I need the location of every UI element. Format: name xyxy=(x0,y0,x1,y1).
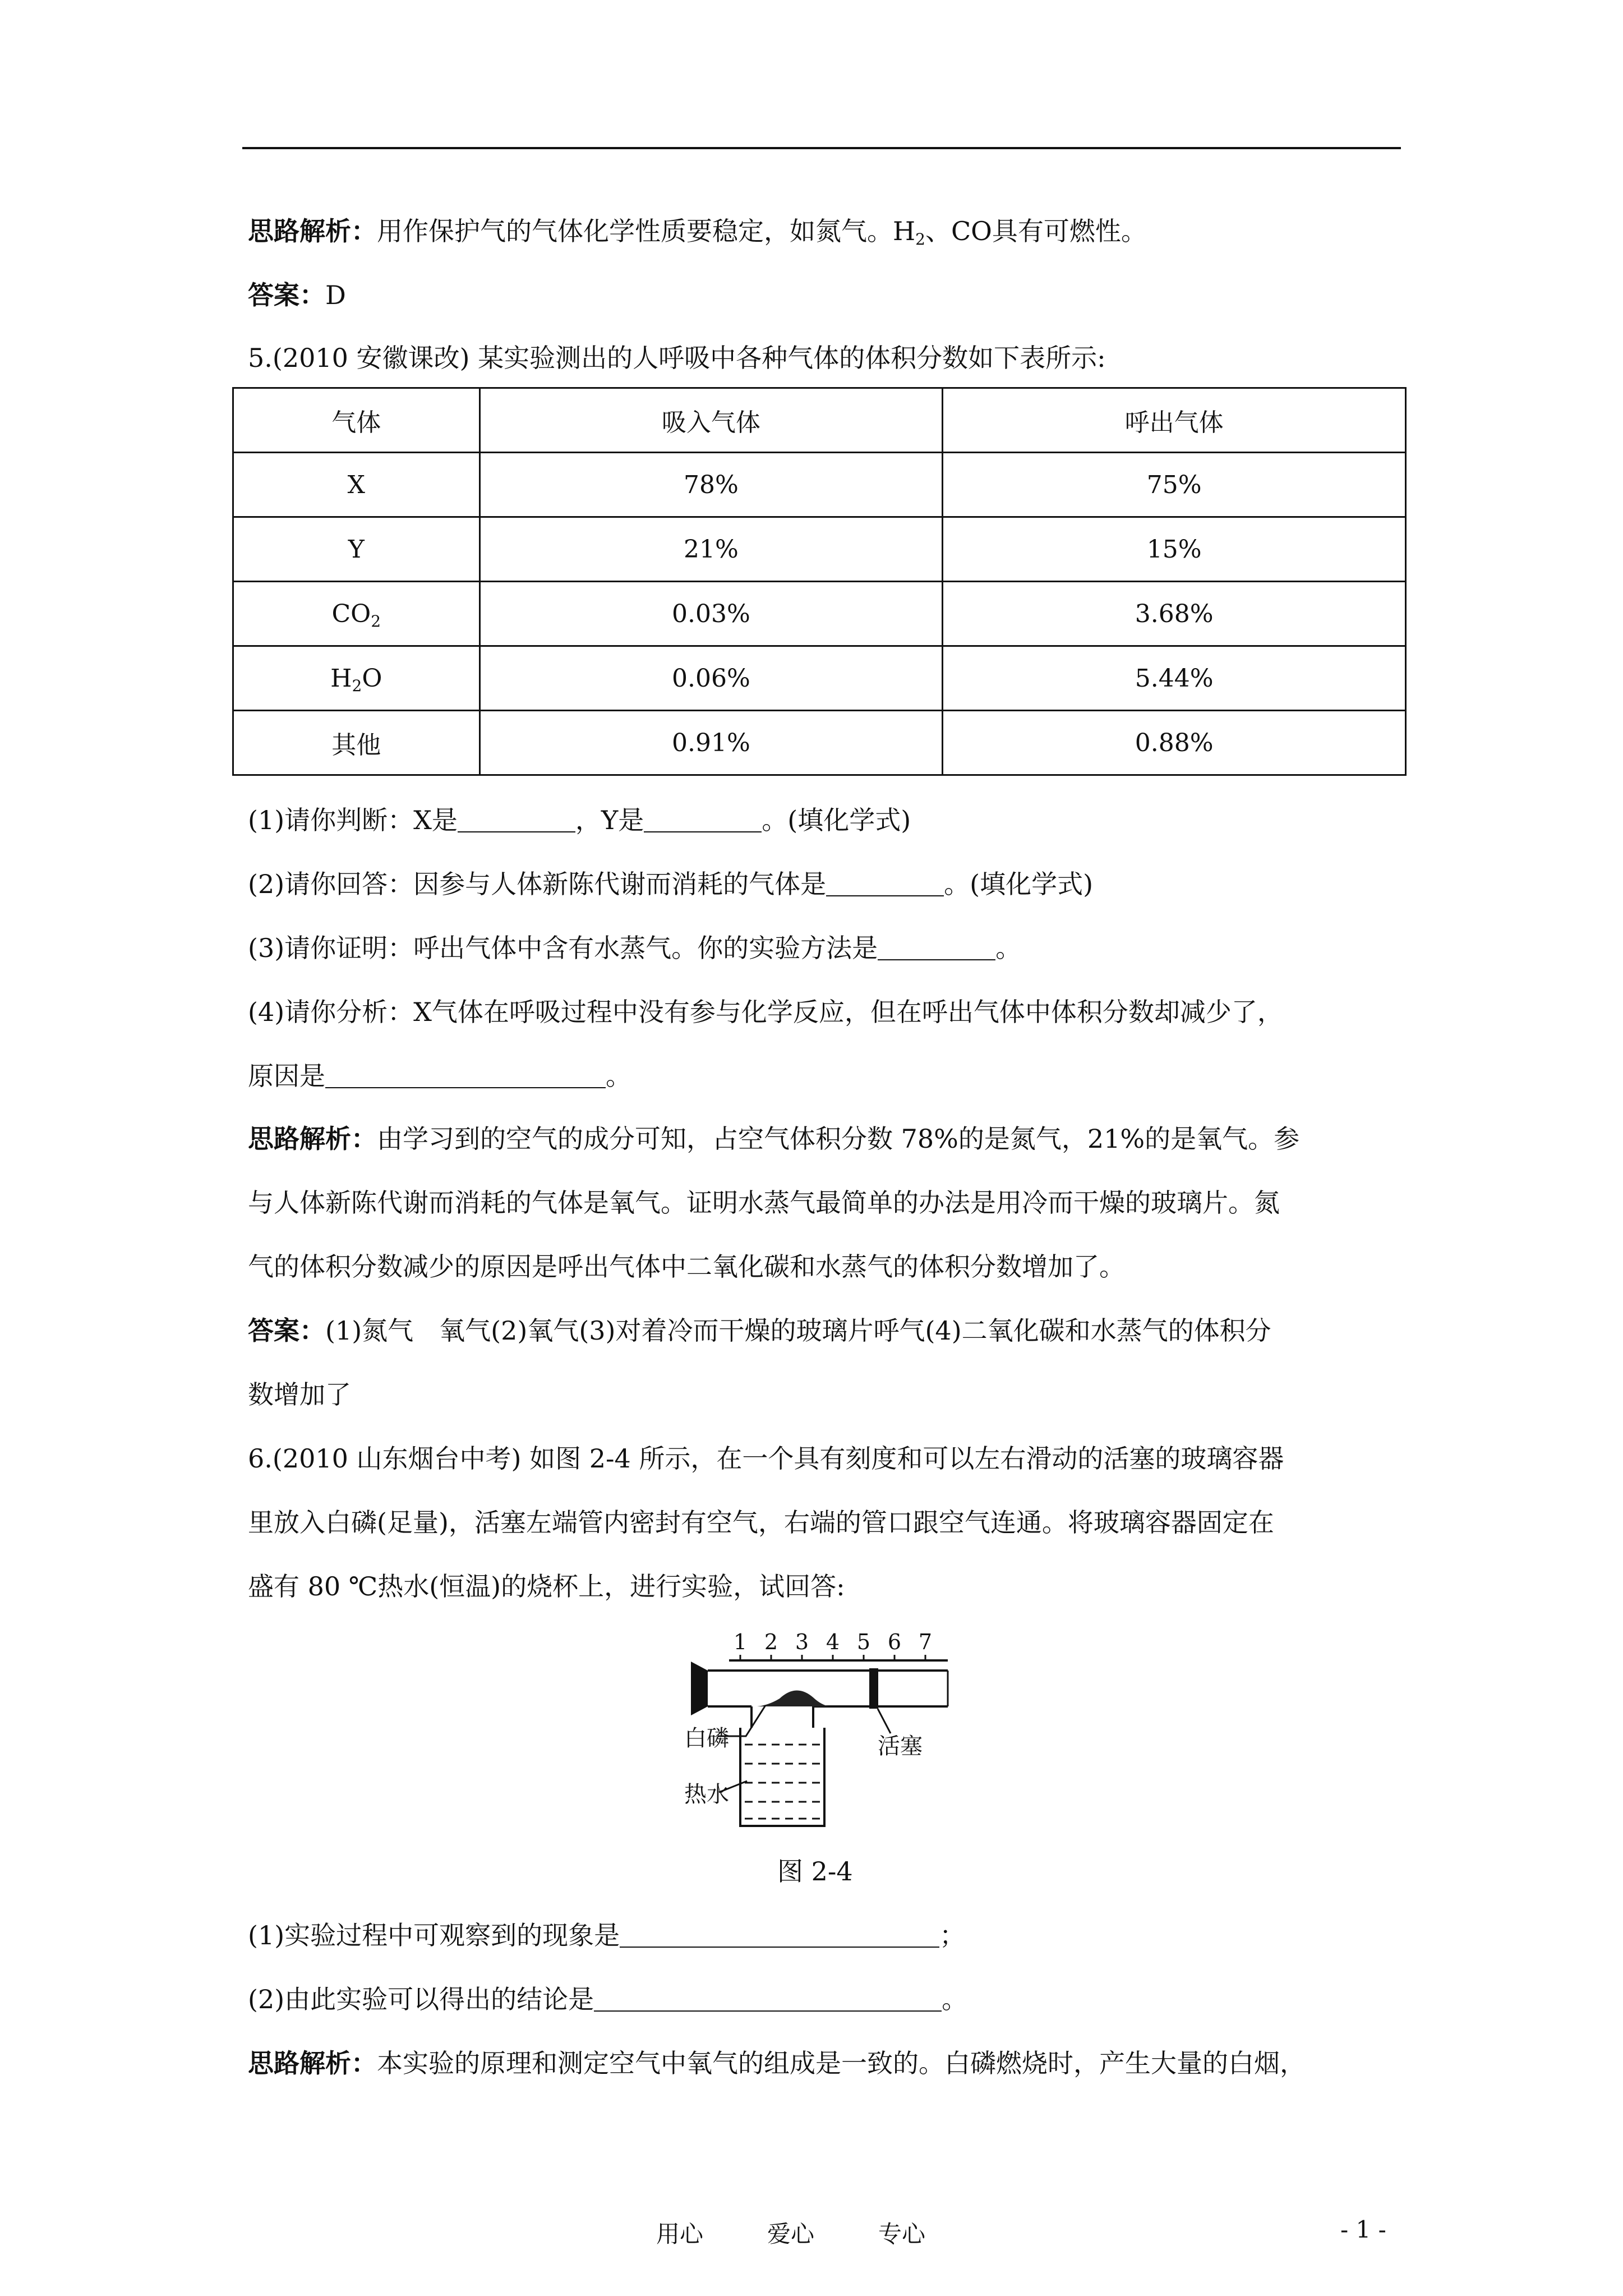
scale-label: 7 xyxy=(918,1630,933,1654)
table-row xyxy=(233,646,1406,711)
q6-sub2: (2)由此实验可以得出的结论是 。 xyxy=(248,1984,968,2014)
table-cell: 75% xyxy=(943,453,1406,517)
answer-blank[interactable] xyxy=(594,1988,942,2012)
answer-label: 答案： xyxy=(248,1315,325,1346)
page-number: - 1 - xyxy=(1340,2216,1386,2243)
table-header: 呼出气体 xyxy=(943,388,1406,453)
q5-answer-line2: 数增加了 xyxy=(248,1379,351,1410)
footer-motto-1: 用心 xyxy=(656,2220,704,2248)
q5-analysis-line3: 气的体积分数减少的原因是呼出气体中二氧化碳和水蒸气的体积分数增加了。 xyxy=(248,1251,1125,1282)
header-rule xyxy=(242,147,1401,149)
beaker xyxy=(740,1728,824,1826)
q6-stem-line3: 盛有 80 ℃热水(恒温)的烧杯上，进行实验，试回答: xyxy=(248,1571,845,1602)
table-cell: 21% xyxy=(479,517,943,582)
answer-blank[interactable] xyxy=(325,1065,606,1088)
white-phosphorus xyxy=(757,1690,830,1706)
scale-label: 1 xyxy=(733,1630,748,1654)
table-row xyxy=(233,517,1406,582)
hot-water-lines xyxy=(745,1745,821,1819)
footer-motto-2: 爱心 xyxy=(767,2220,815,2248)
apparatus-figure xyxy=(684,1621,965,1834)
analysis-label: 思路解析： xyxy=(248,1124,377,1154)
answer-blank[interactable] xyxy=(458,809,575,832)
q5-analysis-line2: 与人体新陈代谢而消耗的气体是氧气。证明水蒸气最简单的办法是用冷而干燥的玻璃片。氮 xyxy=(248,1188,1280,1218)
q6-stem-line1: 6.(2010 山东烟台中考) 如图 2-4 所示，在一个具有刻度和可以左右滑动的活塞的玻璃容器 xyxy=(248,1443,1284,1474)
table-row xyxy=(233,711,1406,775)
q5-sub4-line2: 原因是 。 xyxy=(248,1061,631,1091)
label-hot-water: 热水 xyxy=(684,1782,729,1807)
rubber-stopper xyxy=(691,1662,708,1715)
analysis-label: 思路解析： xyxy=(248,2048,377,2078)
table-cell: $H_2O$ xyxy=(233,646,480,711)
q5-analysis-line1: 思路解析：由学习到的空气的成分可知，占空气体积分数 78%的是氮气，21%的是氧气。参 xyxy=(248,1124,1300,1154)
answer-label: 答案： xyxy=(248,280,325,310)
prev-answer: 答案：D xyxy=(248,280,346,310)
gas-volume-table xyxy=(232,387,1407,776)
table-row xyxy=(233,453,1406,517)
table-header-row xyxy=(233,388,1406,453)
table-cell: 其他 xyxy=(233,711,480,775)
q5-stem: 5.(2010 安徽课改) 某实验测出的人呼吸中各种气体的体积分数如下表所示: xyxy=(248,343,1106,373)
q5-sub3: (3)请你证明：呼出气体中含有水蒸气。你的实验方法是 。 xyxy=(248,933,1022,963)
q6-stem-line2: 里放入白磷(足量)，活塞左端管内密封有空气，右端的管口跟空气连通。将玻璃容器固定在 xyxy=(248,1507,1274,1538)
q5-sub2: (2)请你回答：因参与人体新陈代谢而消耗的气体是 。(填化学式) xyxy=(248,869,1094,899)
answer-blank[interactable] xyxy=(826,873,944,896)
scale-label: 6 xyxy=(887,1630,902,1654)
table-cell: 15% xyxy=(943,517,1406,582)
table-cell: 0.88% xyxy=(943,711,1406,775)
scale-label: 5 xyxy=(856,1630,871,1654)
table-cell: $CO_2$ xyxy=(233,582,480,646)
q6-analysis-line1: 思路解析：本实验的原理和测定空气中氧气的组成是一致的。白磷燃烧时，产生大量的白烟， xyxy=(248,2048,1306,2078)
q5-sub1: (1)请你判断：X是 ，Y是 。(填化学式) xyxy=(248,805,911,835)
label-white-phosphorus: 白磷 xyxy=(684,1726,729,1751)
table-header: 气体 xyxy=(233,388,480,453)
q5-sub4-line1: (4)请你分析：X气体在呼吸过程中没有参与化学反应，但在呼出气体中体积分数却减少了， xyxy=(248,997,1283,1027)
q5-answer-line1: 答案：(1)氮气 氧气(2)氧气(3)对着冷而干燥的玻璃片呼气(4)二氧化碳和水蒸气的体积分 xyxy=(248,1315,1271,1346)
piston xyxy=(869,1668,878,1709)
figure-caption: 图 2-4 xyxy=(777,1856,853,1887)
scale-label: 2 xyxy=(764,1630,778,1654)
scale-label: 3 xyxy=(795,1630,809,1654)
analysis-label: 思路解析： xyxy=(248,216,377,246)
table-cell: 3.68% xyxy=(943,582,1406,646)
answer-blank[interactable] xyxy=(644,809,762,832)
table-cell: X xyxy=(233,453,480,517)
footer-motto-3: 专心 xyxy=(878,2220,926,2248)
answer-blank[interactable] xyxy=(878,937,995,960)
table-cell: 0.03% xyxy=(479,582,943,646)
scale-label: 4 xyxy=(826,1630,840,1654)
table-cell: Y xyxy=(233,517,480,582)
answer-blank[interactable] xyxy=(620,1924,939,1948)
table-header: 吸入气体 xyxy=(479,388,943,453)
table-row xyxy=(233,582,1406,646)
table-cell: 5.44% xyxy=(943,646,1406,711)
table-cell: 0.06% xyxy=(479,646,943,711)
prev-analysis: 思路解析：用作保护气的气体化学性质要稳定，如氮气。$H_2$、CO具有可燃性。 xyxy=(248,216,1147,249)
q6-sub1: (1)实验过程中可观察到的现象是 ； xyxy=(248,1920,966,1950)
table-cell: 0.91% xyxy=(479,711,943,775)
label-piston: 活塞 xyxy=(878,1733,923,1759)
table-cell: 78% xyxy=(479,453,943,517)
